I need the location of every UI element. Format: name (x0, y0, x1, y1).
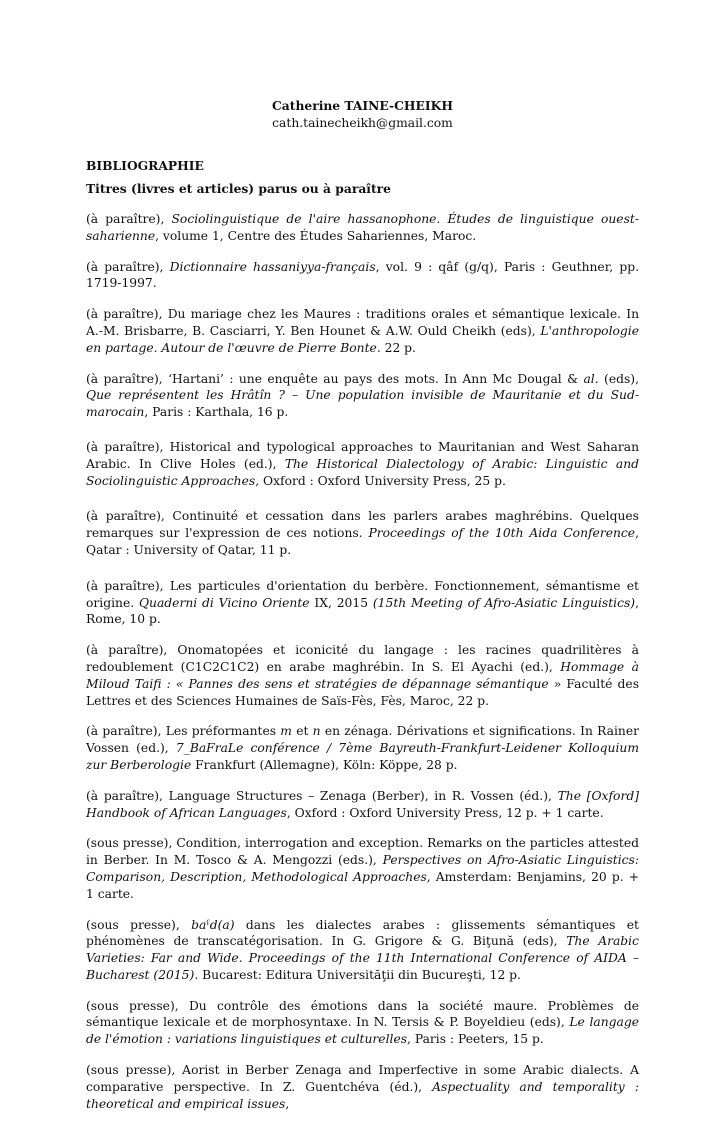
entry-text: (à paraître), Historical and typological approaches to Mauritanian and West Saharan Arabic. In Clive Holes (ed.), (86, 439, 639, 471)
entry-text: en zénaga. Dérivations et significations. In Rainer Vossen (ed.), (86, 724, 640, 756)
entry-text: (à paraître), Language Structures – Zenaga (Berber), in R. Vossen (éd.), (86, 788, 558, 803)
entry-title-italic: m (280, 724, 292, 739)
entry-text: , Qatar : University of Qatar, 11 p. (86, 526, 639, 557)
entry-title-italic: The Historical Dialectology of Arabic: Linguistic and Sociolinguistic Approaches (86, 456, 639, 488)
entry-title-italic: The [Oxford] Handbook of African Languages (86, 788, 639, 820)
entry-text: , Oxford : Oxford University Press, 12 p. + 1 carte. (286, 805, 604, 820)
entry-title-italic: Quaderni di Vicino Oriente (138, 595, 310, 610)
entry-text: , Rome, 10 p. (86, 595, 640, 627)
entry-text: (sous presse), (86, 917, 192, 932)
entry-title-italic: n (312, 724, 321, 739)
entry-text: (à paraître), Du mariage chez les Maures : traditions orales et sémantique lexicale. In A.-M. Brisbarre, B. Casciarri, Y. Ben Hounet & A.W. Ould Cheikh (eds), (86, 307, 639, 338)
bibliography-entry (86, 306, 639, 356)
entry-title-italic: Que représentent les Hrâtîn ? – Une population invisible de Mauritanie et du Sud-marocain (86, 388, 639, 420)
entry-title-italic: al. (583, 371, 599, 386)
entry-title-italic: 7_BaFraLe conférence / 7ème Bayreuth-Frankfurt-Leidener Kolloquium zur Berberologie (86, 741, 639, 772)
entry-text: . Bucarest: Editura Universităţii din Bucureşti, 12 p. (194, 967, 521, 982)
bibliography-list (86, 211, 639, 1126)
bibliography-entry (86, 788, 639, 822)
bibliography-entry (86, 371, 639, 421)
author-name: Catherine TAINE-CHEIKH (272, 98, 453, 113)
entry-text: , Amsterdam: Benjamins, 20 p. + 1 carte. (86, 869, 640, 901)
bibliography-entry (86, 998, 639, 1048)
entry-title-italic: (15th Meeting of Afro-Asiatic Linguistics) (372, 595, 636, 610)
document-header (86, 98, 639, 132)
bibliography-entry (86, 508, 639, 558)
entry-title-italic: Le langage de l'émotion : variations linguistiques et culturelles (86, 1015, 639, 1047)
entry-text: , Oxford : Oxford University Press, 25 p. (255, 473, 506, 488)
bibliography-entry (86, 1062, 639, 1112)
entry-text: et (291, 724, 313, 739)
entry-text: IX, 2015 (309, 595, 373, 610)
entry-text: (à paraître), (86, 259, 170, 274)
entry-text: (à paraître), ‘Hartani’ : une enquête au pays des mots. In Ann Mc Dougal & (86, 371, 584, 386)
bibliography-entry (86, 835, 639, 902)
entry-text: (sous presse), Du contrôle des émotions dans la société maure. Problèmes de sémantique lexicale et de morphosyntaxe. In N. Tersis & P. Boyeldieu (eds), (86, 998, 639, 1030)
bibliography-entry (86, 917, 639, 984)
subsection-title: Titres (livres et articles) parus ou à paraître (86, 181, 391, 196)
entry-text: (sous presse), Aorist in Berber Zenaga and Imperfective in some Arabic dialects. A comparative perspective. In Z. Guentchéva (éd.), (86, 1063, 639, 1094)
entry-title-italic: Perspectives on Afro-Asiatic Linguistics: Comparison, Description, Methodological Approaches (86, 853, 639, 884)
entry-text: (à paraître), Continuité et cessation dans les parlers arabes maghrébins. Quelques remarques sur l'expression de ces notions. (86, 509, 639, 541)
entry-text: (sous presse), Condition, interrogation and exception. Remarks on the particles attested in Berber. In M. Tosco & A. Mengozzi (eds.), (86, 836, 639, 868)
entry-title-italic: Sociolinguistique de l'aire hassanophone. Études de linguistique ouest-saharienne (86, 212, 639, 243)
entry-title-italic: The Arabic Varieties: Far and Wide. Proceedings of the 11th International Conference of AIDA – Bucharest (2015) (86, 934, 639, 982)
entry-title-italic: Hommage à Miloud Taifi : « Pannes des sens et stratégies de dépannage sémantique (86, 659, 639, 691)
entry-title-italic: Dictionnaire hassaniyya-français (169, 259, 376, 274)
entry-text: (à paraître), Onomatopées et iconicité du langage : les racines quadrilitères à redoublement (C1C2C1C2) en arabe maghrébin. In S. El Ayachi (ed.), (86, 643, 639, 674)
bibliography-entry (86, 211, 639, 245)
entry-text: (à paraître), (86, 212, 172, 226)
entry-text: , vol. 9 : qâf (g/q), Paris : Geuthner, pp. 1719-1997. (86, 259, 639, 291)
entry-text: , volume 1, Centre des Études Sahariennes, Maroc. (155, 228, 477, 243)
entry-text: (à paraître), Les préformantes (86, 724, 281, 739)
section-title: BIBLIOGRAPHIE (86, 158, 204, 173)
entry-title-italic: Aspectuality and temporality : theoretical and empirical issues (86, 1079, 639, 1111)
entry-title-italic: baˁd(a) (191, 917, 235, 932)
entry-text: (eds), (598, 371, 639, 386)
entry-text: dans les dialectes arabes : glissements sémantiques et phénomènes de transcatégorisation. In G. Grigore & G. Biţună (eds), (86, 917, 639, 949)
author-email: cath.tainecheikh@gmail.com (272, 115, 453, 130)
entry-text: , Paris : Peeters, 15 p. (407, 1032, 544, 1047)
entry-title-italic: Proceedings of the 10th Aida Conference (368, 526, 636, 541)
entry-title-italic: L'anthropologie en partage. Autour de l'œuvre de Pierre Bonte (86, 323, 639, 355)
bibliography-entry (86, 578, 639, 628)
entry-text: (à paraître), Les particules d'orientation du berbère. Fonctionnement, sémantisme et origine. (86, 578, 639, 610)
bibliography-entry (86, 642, 639, 709)
entry-text: , (285, 1096, 290, 1111)
entry-text: » Faculté des Lettres et des Sciences Humaines de Saïs-Fès, Fès, Maroc, 22 p. (86, 676, 640, 708)
entry-text: Frankfurt (Allemagne), Köln: Köppe, 28 p. (191, 757, 458, 772)
entry-text: . 22 p. (376, 340, 416, 355)
bibliography-entry (86, 259, 639, 293)
entry-text: , Paris : Karthala, 16 p. (144, 405, 289, 420)
bibliography-entry (86, 723, 639, 773)
bibliography-entry (86, 439, 639, 489)
